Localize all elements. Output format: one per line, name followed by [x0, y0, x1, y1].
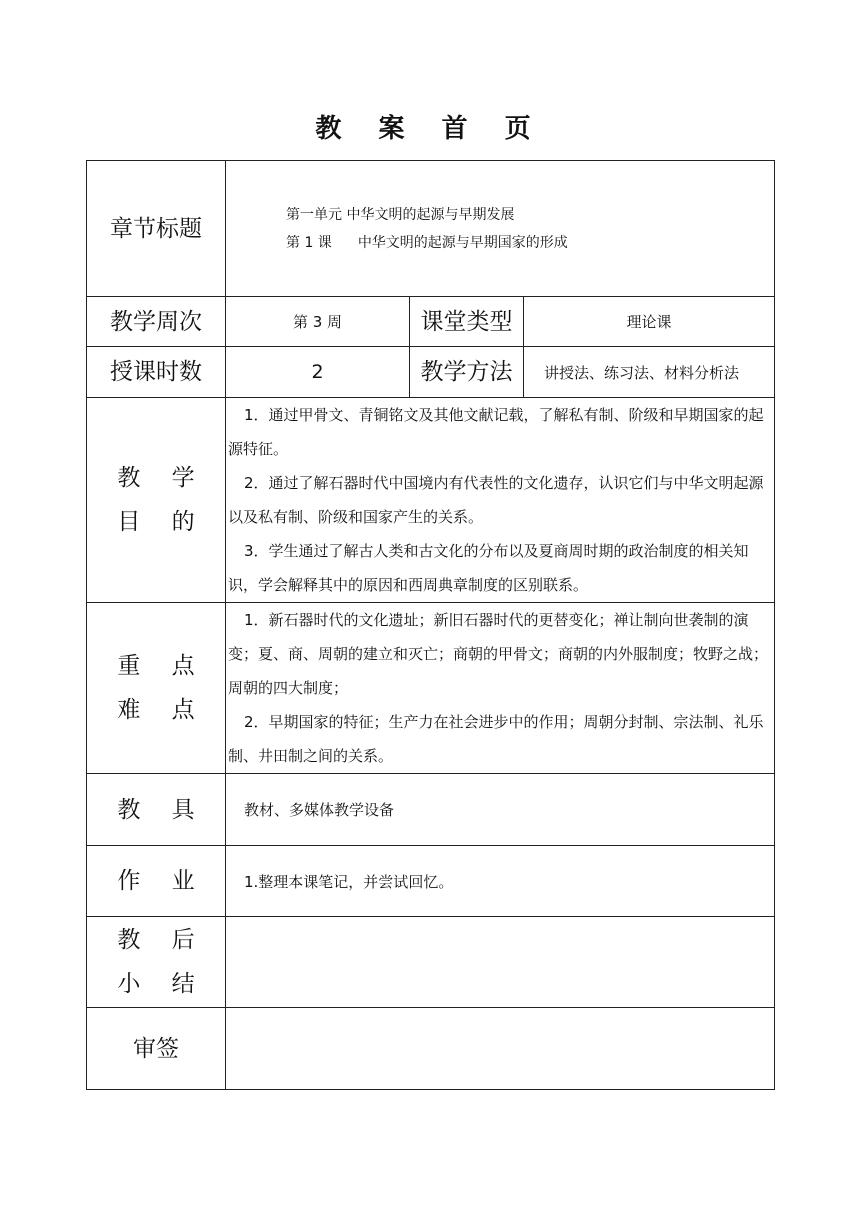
approval-label: 审签	[87, 1008, 226, 1090]
chapter-label: 章节标题	[87, 161, 226, 297]
week-label: 教学周次	[87, 297, 226, 347]
objectives-row	[87, 398, 775, 603]
tools-value: 教材、多媒体教学设备	[226, 774, 775, 846]
objective-item: 2．通过了解石器时代中国境内有代表性的文化遗存，认识它们与中华文明起源以及私有制、阶级和国家产生的关系。	[228, 474, 764, 526]
method-label: 教学方法	[410, 347, 524, 398]
summary-row	[87, 917, 775, 1008]
objectives-label-line1: 教 学	[117, 465, 207, 491]
homework-label: 作 业	[87, 846, 226, 917]
approval-value	[226, 1008, 775, 1090]
lesson-plan-table	[86, 160, 775, 1090]
objective-item: 1．通过甲骨文、青铜铭文及其他文献记载，了解私有制、阶级和早期国家的起源特征。	[228, 406, 764, 458]
week-value: 第 3 周	[226, 297, 410, 347]
hours-row	[87, 347, 775, 398]
approval-row	[87, 1008, 775, 1090]
homework-value: 1.整理本课笔记，并尝试回忆。	[226, 846, 775, 917]
class-type-label: 课堂类型	[410, 297, 524, 347]
key-point-item: 1．新石器时代的文化遗址；新旧石器时代的更替变化；禅让制向世袭制的演变；夏、商、周朝的建立和灭亡；商朝的甲骨文；商朝的内外服制度；牧野之战；周朝的四大制度；	[228, 611, 769, 697]
week-row	[87, 297, 775, 347]
key-points-label-line1: 重 点	[117, 653, 207, 679]
chapter-cell	[226, 161, 775, 297]
page-title: 教 案 首 页	[315, 114, 545, 144]
objectives-content	[226, 398, 775, 603]
summary-label	[87, 917, 226, 1008]
chapter-lesson	[286, 229, 774, 257]
key-points-label-line2: 难 点	[117, 697, 207, 723]
key-points-label	[87, 603, 226, 774]
hours-value: 2	[226, 347, 410, 398]
hours-label: 授课时数	[87, 347, 226, 398]
homework-row	[87, 846, 775, 917]
key-point-item: 2．早期国家的特征；生产力在社会进步中的作用；周朝分封制、宗法制、礼乐制、井田制之间的关系。	[228, 713, 764, 765]
objective-item: 3．学生通过了解古人类和古文化的分布以及夏商周时期的政治制度的相关知识，学会解释其中的原因和西周典章制度的区别联系。	[228, 542, 749, 594]
class-type-value: 理论课	[524, 297, 775, 347]
lesson-title: 中华文明的起源与早期国家的形成	[357, 234, 568, 251]
chapter-row	[87, 161, 775, 297]
tools-label: 教 具	[87, 774, 226, 846]
summary-label-line2: 小 结	[117, 971, 207, 997]
summary-label-line1: 教 后	[117, 927, 207, 953]
method-value: 讲授法、练习法、材料分析法	[524, 347, 775, 398]
lesson-number: 第 1 课	[286, 234, 332, 251]
tools-row	[87, 774, 775, 846]
key-points-content	[226, 603, 775, 774]
summary-value	[226, 917, 775, 1008]
objectives-label	[87, 398, 226, 603]
chapter-unit: 第一单元 中华文明的起源与早期发展	[286, 206, 515, 223]
key-points-row	[87, 603, 775, 774]
objectives-label-line2: 目 的	[117, 509, 207, 535]
